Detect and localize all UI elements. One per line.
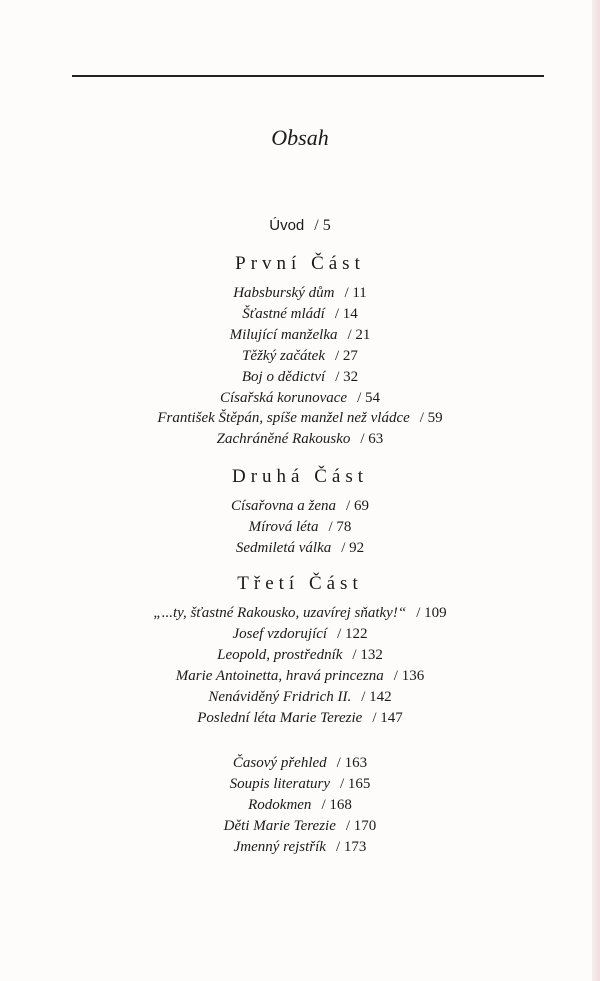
- toc-entry: Poslední léta Marie Terezie / 147: [197, 709, 403, 726]
- toc-entry: Zachráněné Rakousko / 63: [216, 431, 384, 448]
- toc-entry: Šťastné mládí / 14: [242, 305, 358, 322]
- section-part-3: [0, 572, 600, 728]
- entry-page: / 5: [314, 217, 331, 234]
- toc-entry: „...ty, šťastné Rakousko, uzavírej sňatky!“ / 109: [153, 605, 447, 621]
- top-rule: [72, 75, 544, 77]
- toc-entry: Josef vzdorující / 122: [232, 625, 368, 642]
- toc-entry: Těžký začátek / 27: [242, 347, 358, 364]
- toc-entry: František Štěpán, spíše manžel než vládce / 59: [157, 410, 443, 427]
- toc-entry: Leopold, prostředník / 132: [217, 646, 383, 663]
- page-title: Obsah: [271, 125, 329, 150]
- section-appendix: [0, 753, 600, 858]
- entry-title: Úvod: [269, 217, 305, 234]
- entry-list: [0, 496, 600, 559]
- section-part-1: [0, 252, 600, 450]
- toc-entry: Marie Antoinetta, hravá princezna / 136: [175, 667, 425, 684]
- toc-entry: Milující manželka / 21: [229, 326, 371, 343]
- toc-entry: Boj o dědictví / 32: [241, 368, 359, 385]
- section-part-2: [0, 465, 600, 559]
- toc-entry: Císařská korunovace / 54: [220, 389, 380, 406]
- part-heading: První Část: [235, 253, 365, 274]
- toc-entry: Děti Marie Terezie / 170: [223, 817, 377, 834]
- toc-entry: Mírová léta / 78: [248, 518, 352, 535]
- toc-entry: Nenáviděný Fridrich II. / 142: [208, 688, 392, 705]
- toc-entry: Časový přehled / 163: [232, 755, 368, 771]
- toc-entry: Císařovna a žena / 69: [231, 498, 369, 514]
- toc-entry: Jmenný rejstřík / 173: [233, 838, 367, 855]
- toc-entry: Rodokmen / 168: [248, 796, 352, 813]
- toc-entry: Habsburský dům / 11: [233, 285, 367, 301]
- entry-list: [0, 603, 600, 728]
- entry-list: [0, 753, 600, 858]
- part-heading: Druhá Část: [231, 466, 368, 487]
- toc-entry: Sedmiletá válka / 92: [235, 539, 365, 556]
- entry-list: [0, 283, 600, 450]
- toc-entry: Soupis literatury / 165: [229, 775, 371, 792]
- part-heading: Třetí Část: [237, 573, 363, 594]
- toc-entry-intro: [0, 216, 600, 236]
